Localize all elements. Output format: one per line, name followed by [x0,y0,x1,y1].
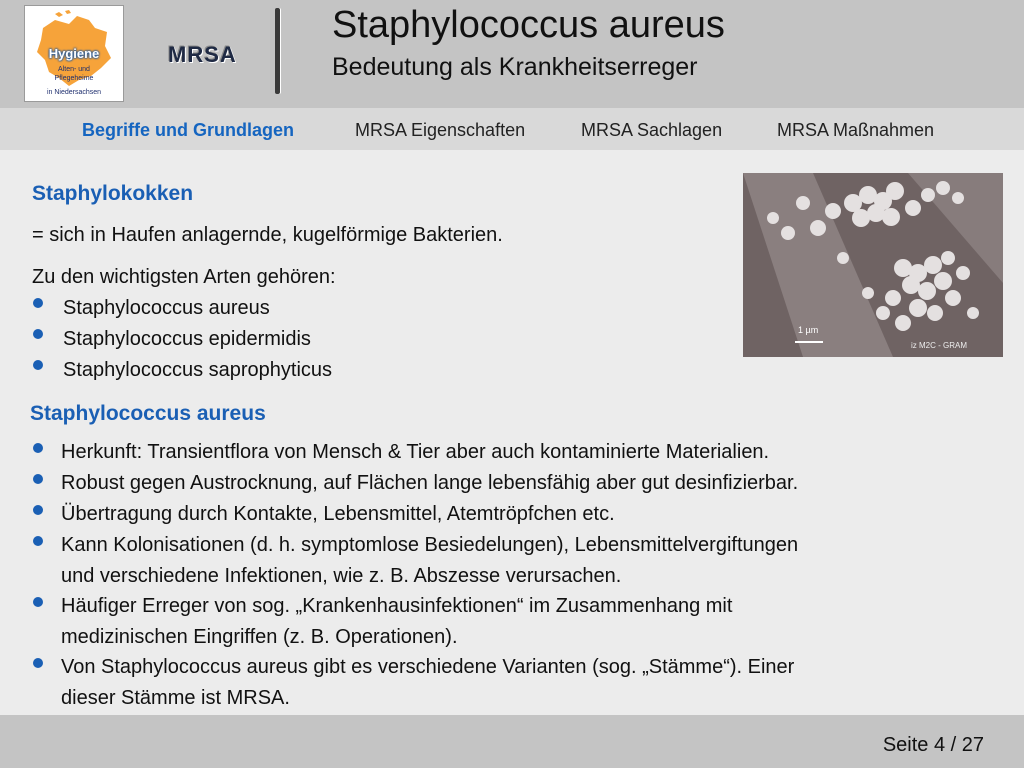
bullet-icon [33,360,43,370]
bullet-icon [33,474,43,484]
scale-bar [795,341,823,343]
bullet-line: dieser Stämme ist MRSA. [61,687,290,709]
bullet-line: Häufiger Erreger von sog. „Krankenhausinfektionen“ im Zusammenhang mit [61,595,733,617]
page-title: Staphylococcus aureus [332,4,725,46]
bullet-line: Kann Kolonisationen (d. h. symptomlose Besiedelungen), Lebensmittelvergiftungen [61,534,799,556]
logo-line-2: Pflegeheime [54,75,94,82]
aureus-bullet [61,652,794,714]
page-subtitle: Bedeutung als Krankheitserreger [332,53,698,81]
logo-line-1: Alten- und [58,66,90,73]
logo-word: Hygiene [48,46,100,61]
image-credit: iz M2C - GRAM [911,341,967,350]
bullet-icon [33,658,43,668]
aureus-bullet [61,468,798,499]
section-heading-aureus: Staphylococcus aureus [30,402,266,425]
nav-item-eigenschaften[interactable]: MRSA Eigenschaften [355,120,526,140]
footer-bar [0,715,1024,768]
species-item: Staphylococcus aureus [63,297,270,319]
aureus-bullet [61,530,798,592]
electron-micrograph [743,173,1003,357]
header-bar [0,0,1024,108]
nav-item-massnahmen[interactable]: MRSA Maßnahmen [777,120,935,140]
hygiene-logo [24,5,124,102]
section-heading-staphylokokken: Staphylokokken [32,182,194,205]
aureus-bullet [61,499,615,530]
page-number: Seite 4 / 27 [882,734,984,756]
logo-line-3: in Niedersachsen [46,89,102,96]
bullet-icon [33,597,43,607]
bullet-line: Von Staphylococcus aureus gibt es verschiedene Varianten (sog. „Stämme“). Einer [61,656,795,678]
species-intro: Zu den wichtigsten Arten gehören: [32,266,336,288]
bullet-line: Herkunft: Transientflora von Mensch & Tier aber auch kontaminierte Materialien. [61,441,770,463]
bullet-line: Robust gegen Austrocknung, auf Flächen lange lebensfähig aber gut desinfizierbar. [61,472,799,494]
definition-text: = sich in Haufen anlagernde, kugelförmige Bakterien. [32,224,503,246]
nav-item-begriffe[interactable]: Begriffe und Grundlagen [82,120,295,140]
bullet-icon [33,329,43,339]
header-divider [275,8,280,94]
bullet-line: Übertragung durch Kontakte, Lebensmittel, Atemtröpfchen etc. [61,503,615,525]
bullet-line: und verschiedene Infektionen, wie z. B. Abszesse verursachen. [61,565,622,587]
scale-label: 1 µm [798,325,819,335]
aureus-bullet [61,591,732,653]
bacteria-cluster-image [743,173,1003,357]
nav-item-sachlagen[interactable]: MRSA Sachlagen [581,120,723,140]
section-nav [0,108,1024,150]
bullet-line: medizinischen Eingriffen (z. B. Operationen). [61,626,458,648]
bullet-icon [33,443,43,453]
aureus-bullet [61,437,769,468]
species-item: Staphylococcus saprophyticus [63,359,333,381]
mrsa-badge: MRSA [168,42,237,67]
bullet-icon [33,298,43,308]
species-item: Staphylococcus epidermidis [63,328,311,350]
bullet-icon [33,536,43,546]
bullet-icon [33,505,43,515]
